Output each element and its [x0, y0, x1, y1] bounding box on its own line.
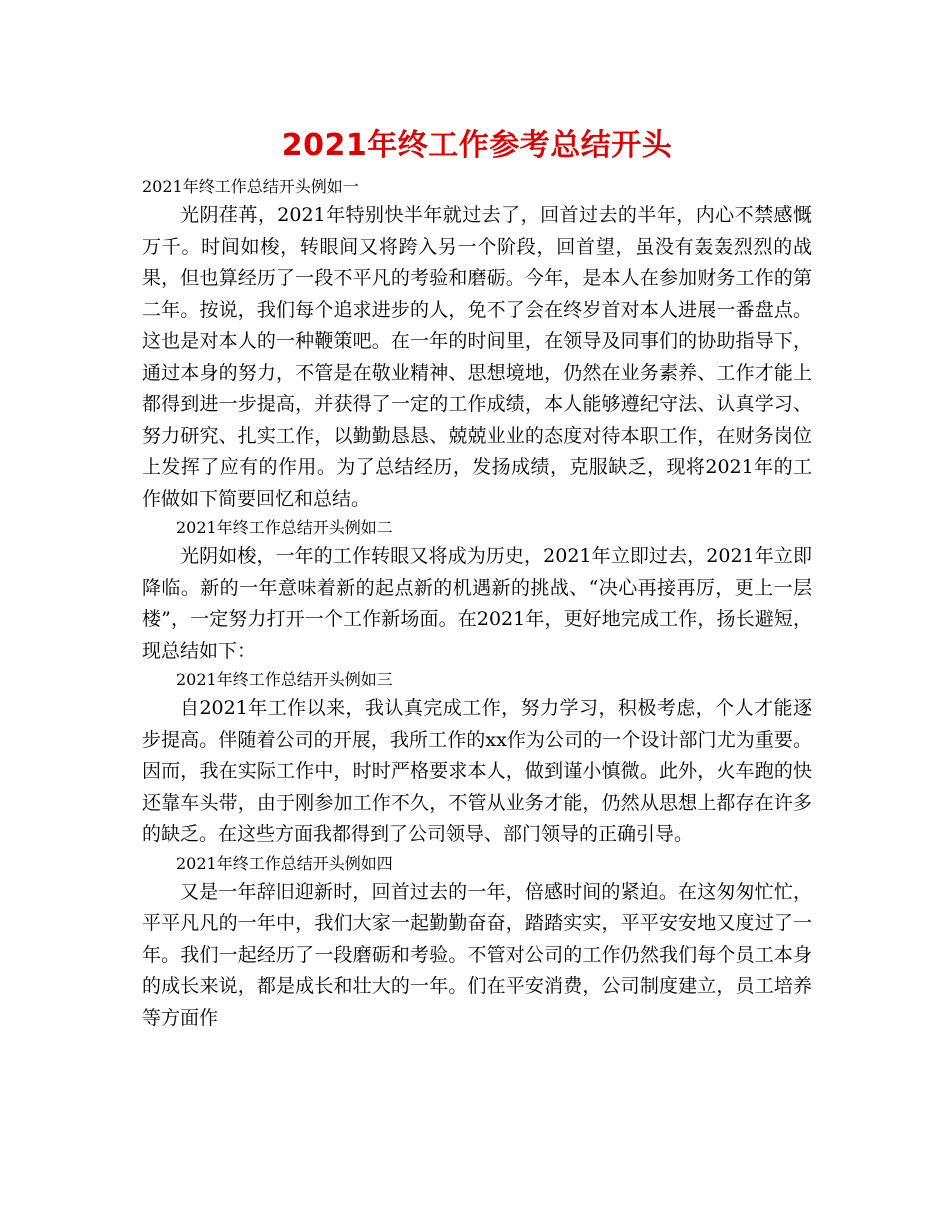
section-1	[142, 174, 812, 515]
section-heading: 2021年终工作总结开头例如二	[176, 518, 393, 537]
section-body: 自2021年工作以来，我认真完成工作，努力学习，积极考虑，个人才能逐步提高。伴随着公司的开展，我所工作的xx作为公司的一个设计部门尤为重要。因而，我在实际工作中，时时严格要求本人，做到谨小慎微。此外，火车跑的快还靠车头带，由于刚参加工作不久，不管从业务才能，仍然从思想上都存在许多的缺乏。在这些方面我都得到了公司领导、部门领导的正确引导。	[142, 697, 812, 845]
document-title: 2021年终工作参考总结开头	[281, 128, 673, 163]
section-2	[142, 515, 812, 667]
section-body: 光阴如梭，一年的工作转眼又将成为历史，2021年立即过去，2021年立即降临。新的一年意味着新的起点新的机遇新的挑战、“决心再接再厉，更上一层楼”，一定努力打开一个工作新场面。在2021年，更好地完成工作，扬长避短，现总结如下：	[142, 545, 812, 662]
section-body: 又是一年辞旧迎新时，回首过去的一年，倍感时间的紧迫。在这匆匆忙忙，平平凡凡的一年中，我们大家一起勤勤奋奋，踏踏实实，平平安安地又度过了一年。我们一起经历了一段磨砺和考验。不管对公司的工作仍然我们每个员工本身的成长来说，都是成长和壮大的一年。们在平安消费，公司制度建立，员工培养等方面作	[142, 880, 812, 1029]
section-heading: 2021年终工作总结开头例如三	[176, 670, 393, 689]
section-heading: 2021年终工作总结开头例如四	[176, 853, 393, 873]
section-heading: 2021年终工作总结开头例如一	[142, 177, 359, 196]
section-body: 光阴荏苒，2021年特别快半年就过去了，回首过去的半年，内心不禁感慨万千。时间如梭，转眼间又将跨入另一个阶段，回首望，虽没有轰轰烈烈的战果，但也算经历了一段不平凡的考验和磨砺。今年，是本人在参加财务工作的第二年。按说，我们每个追求进步的人，免不了会在终岁首对本人进展一番盘点。这也是对本人的一种鞭策吧。在一年的时间里，在领导及同事们的协助指导下，通过本身的努力，不管是在敬业精神、思想境地，仍然在业务素养、工作才能上都得到进一步提高，并获得了一定的工作成绩，本人能够遵纪守法、认真学习、努力研究、扎实工作，以勤勤恳恳、兢兢业业的态度对待本职工作，在财务岗位上发挥了应有的作用。为了总结经历，发扬成绩，克服缺乏，现将2021年的工作做如下简要回忆和总结。	[142, 204, 812, 510]
document-page	[142, 118, 812, 1034]
section-4	[142, 851, 812, 1035]
section-3	[142, 667, 812, 851]
